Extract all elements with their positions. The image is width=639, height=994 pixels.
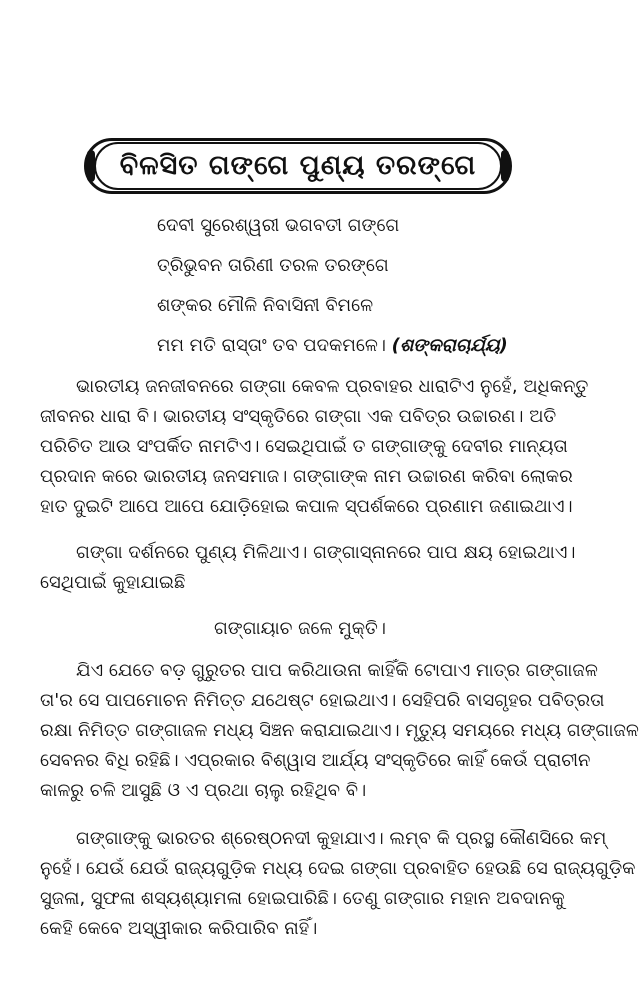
verse-credit: (ଶଙ୍କରାଚାର୍ଯ୍ୟ) xyxy=(391,335,508,356)
paragraph-line: ଜୀବନର ଧାରା ବି। ଭାରତୀୟ ସଂସ୍କୃତିରେ ଗଙ୍ଗା ଏକ ପବିତ୍ର ଉଚ୍ଚାରଣ। ଅତି xyxy=(40,406,557,427)
verse-block xyxy=(157,206,557,366)
paragraph-line: ସେବନର ବିଧି ରହିଛି। ଏପ୍ରକାର ବିଶ୍ୱାସ ଆର୍ଯ୍ୟ ସଂସ୍କୃତିରେ କାହିଁ କେଉଁ ପ୍ରାଚୀନ xyxy=(40,750,591,771)
verse-line-4 xyxy=(157,326,557,366)
paragraph-2 xyxy=(40,538,576,598)
paragraph-line: ନୁହେଁ। ଯେଉଁ ଯେଉଁ ରାଜ୍ୟଗୁଡ଼ିକ ମଧ୍ୟ ଦେଇ ଗଙ୍ଗା ପ୍ରବାହିତ ହେଉଛି ସେ ରାଜ୍ୟଗୁଡ଼ିକ xyxy=(40,858,636,879)
paragraph-line: କାଳରୁ ଚଳି ଆସୁଛି ଓ ଏ ପ୍ରଥା ଚାଲୁ ରହିଥିବ ବି। xyxy=(40,780,367,801)
paragraph-line: ସେଥିପାଇଁ କୁହାଯାଇଛି xyxy=(40,572,186,593)
paragraph-line: ପରିଚିତ ଆଉ ସଂପର୍କିତ ନାମଟିଏ। ସେଇଥିପାଇଁ ତ ଗଙ୍ଗାଙ୍କୁ ଦେବୀର ମାନ୍ୟତା xyxy=(40,436,568,457)
verse-text: ଶଙ୍କର ମୌଳି ନିବାସିନୀ ବିମଳେ xyxy=(157,295,374,316)
paragraph-line: ତା'ର ସେ ପାପମୋଚନ ନିମିତ୍ତ ଯଥେଷ୍ଟ ହୋଇଥାଏ। ସେହିପରି ବାସଗୃହର ପବିତ୍ରତା xyxy=(40,690,605,711)
paragraph-line: ଯିଏ ଯେତେ ବଡ଼ ଗୁରୁତର ପାପ କରିଥାଉନା କାହିଁକି ଟୋପାଏ ମାତ୍ର ଗଙ୍ଗାଜଳ xyxy=(76,660,598,681)
paragraph-line: ଗଙ୍ଗା ଦର୍ଶନରେ ପୁଣ୍ୟ ମିଳିଥାଏ। ଗଙ୍ଗାସ୍ନାନରେ ପାପ କ୍ଷୟ ହୋଇଥାଏ। xyxy=(76,542,576,563)
paragraph-line: ପ୍ରଦାନ କରେ ଭାରତୀୟ ଜନସମାଜ। ଗଙ୍ଗାଙ୍କ ନାମ ଉଚ୍ଚାରଣ କରିବା ଲୋକର xyxy=(40,466,573,487)
quote-line: ଗଙ୍ଗାୟାଚ ଜଳେ ମୁକ୍ତି। xyxy=(213,618,386,639)
title-banner xyxy=(84,138,512,194)
verse-text: ଦେବୀ ସୁରେଶ୍ୱରୀ ଭଗବତୀ ଗଙ୍ଗେ xyxy=(157,215,400,236)
paragraph-line: ସୁଜଳା, ସୁଫଳା ଶସ୍ୟଶ୍ୟାମଳା ହୋଇପାରିଛି। ତେଣୁ ଗଙ୍ଗାର ମହାନ ଅବଦାନକୁ xyxy=(40,888,565,909)
verse-line-1 xyxy=(157,206,557,246)
paragraph-line: ହାତ ଦୁଇଟି ଆପେ ଆପେ ଯୋଡ଼ିହୋଇ କପାଳ ସ୍ପର୍ଶକରେ ପ୍ରଣାମ ଜଣାଇଥାଏ। xyxy=(40,496,573,517)
verse-text: ମମ ମତି ରାସ୍ତାଂ ତବ ପଦକମଳେ। xyxy=(157,335,386,356)
paragraph-line: ରକ୍ଷା ନିମିତ୍ତ ଗଙ୍ଗାଜଳ ମଧ୍ୟ ସିଞ୍ଚନ କରାଯାଇଥାଏ। ମୃତ୍ୟୁ ସମୟରେ ମଧ୍ୟ ଗଙ୍ଗାଜଳ xyxy=(40,720,639,741)
paragraph-line: ଭାରତୀୟ ଜନଜୀବନରେ ଗଙ୍ଗା କେବଳ ପ୍ରବାହର ଧାରାଟିଏ ନୁହେଁ, ଅଧିକନ୍ତୁ xyxy=(76,376,589,397)
page-title: ବିଳସିତ ଗଙ୍ଗେ ପୁଣ୍ୟ ତରଙ୍ଗେ xyxy=(119,150,477,181)
verse-line-3 xyxy=(157,286,557,326)
verse-line-2 xyxy=(157,246,557,286)
paragraph-line: ଗଙ୍ଗାଙ୍କୁ ଭାରତର ଶ୍ରେଷ୍ଠନଦୀ କୁହାଯାଏ। ଲମ୍ବ କି ପ୍ରସ୍ଥ କୌଣସିରେ କମ୍ xyxy=(76,828,607,849)
paragraph-4 xyxy=(40,824,636,944)
paragraph-3 xyxy=(40,656,639,806)
paragraph-1 xyxy=(40,372,589,522)
verse-text: ତ୍ରିଭୁବନ ତାରିଣୀ ତରଳ ତରଙ୍ଗେ xyxy=(157,255,389,276)
paragraph-line: କେହି କେବେ ଅସ୍ୱୀକାର କରିପାରିବ ନାହିଁ। xyxy=(40,918,318,939)
